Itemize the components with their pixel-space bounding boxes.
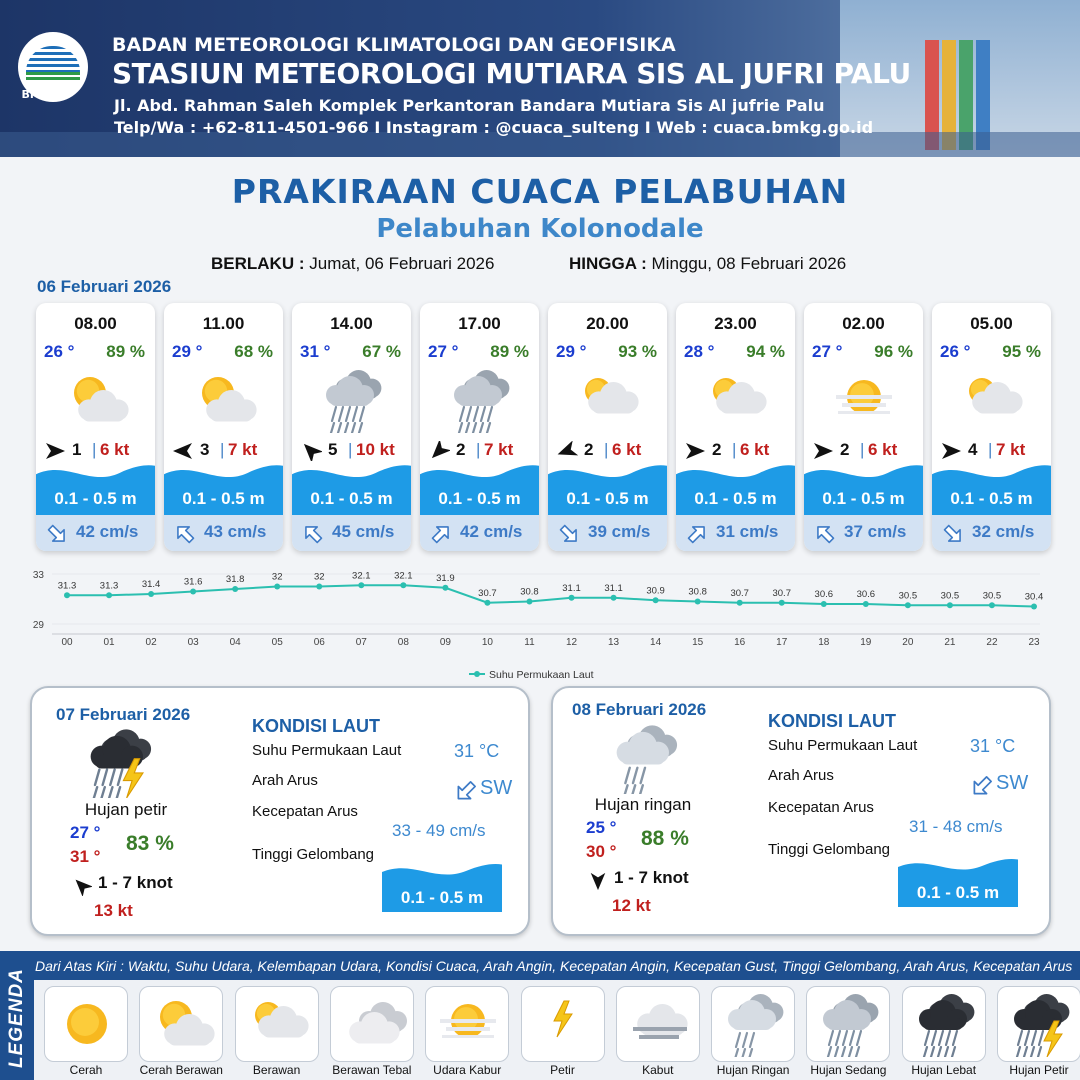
current-speed-value: 33 - 49 cm/s [392, 821, 486, 840]
chart-x-tick: 05 [271, 637, 283, 648]
sst-data-label: 30.7 [772, 587, 791, 599]
sst-point [695, 599, 701, 605]
legend-item-label: Hujan Sedang [810, 1063, 887, 1077]
sst-data-label: 30.5 [982, 590, 1002, 602]
wind-separator: | [348, 440, 353, 459]
air-temperature: 27 ° [812, 342, 843, 361]
forecast-time: 11.00 [202, 314, 245, 333]
sst-point [232, 586, 238, 592]
gust-speed: 6 kt [740, 440, 770, 459]
port-name: Pelabuhan Kolonodale [376, 214, 704, 244]
day1-date: 06 Februari 2026 [37, 277, 172, 296]
wind-direction-icon [44, 441, 66, 461]
current-direction-icon [300, 521, 326, 547]
sst-data-label: 30.7 [478, 587, 497, 599]
wind-row [676, 440, 795, 462]
petir-icon [528, 991, 600, 1057]
wind-row [804, 440, 923, 462]
berawan-icon [572, 367, 644, 433]
station-name: STASIUN METEOROLOGI MUTIARA SIS AL JUFRI PALU [112, 57, 911, 90]
valid-from [211, 254, 494, 274]
wind-speed: 2 [712, 440, 722, 459]
daily-wind: 1 - 7 knot [614, 868, 689, 887]
hujan-sedang-icon [813, 991, 885, 1057]
chart-legend-label: Suhu Permukaan Laut [489, 669, 594, 681]
wave-height: 0.1 - 0.5 m [566, 489, 649, 508]
current-row [676, 515, 795, 551]
humidity: 96 % [874, 342, 913, 361]
hujan-ringan-icon [604, 722, 686, 794]
forecast-time: 14.00 [330, 314, 373, 333]
chart-x-tick: 04 [229, 637, 241, 648]
header-banner [0, 0, 1080, 157]
sst-point [863, 601, 869, 607]
sst-label: Suhu Permukaan Laut [768, 737, 918, 754]
wave-height-value: 0.1 - 0.5 m [916, 883, 1000, 902]
humidity: 95 % [1002, 342, 1041, 361]
forecast-time: 20.00 [586, 314, 629, 333]
daily-temp-min: 27 ° [70, 823, 101, 842]
legend-item [330, 986, 414, 1062]
legend-item [235, 986, 319, 1062]
forecast-card [164, 303, 283, 551]
gust-speed: 7 kt [484, 440, 514, 459]
chart-x-tick: 09 [439, 637, 451, 648]
sst-point [569, 595, 575, 601]
gust-speed: 10 kt [356, 440, 395, 459]
sst-point [947, 602, 953, 608]
current-speed: 42 cm/s [460, 522, 523, 541]
sst-data-label: 32.1 [352, 570, 371, 582]
hujan-ringan-icon [718, 991, 790, 1057]
sst-data-label: 31.3 [99, 580, 119, 592]
current-direction-icon [812, 521, 838, 547]
sst-point [526, 599, 532, 605]
humidity: 68 % [234, 342, 273, 361]
wind-separator: | [604, 440, 609, 459]
chart-x-tick: 02 [145, 637, 157, 648]
sst-point [989, 602, 995, 608]
sst-point [737, 600, 743, 606]
station-address: Jl. Abd. Rahman Saleh Komplek Perkantoran Bandara Mutiara Sis Al jufrie Palu [114, 96, 825, 115]
current-speed-label: Kecepatan Arus [768, 799, 874, 816]
current-row [36, 515, 155, 551]
current-speed: 37 cm/s [844, 522, 907, 541]
wind-direction-icon [300, 441, 322, 461]
chart-x-tick: 18 [818, 637, 830, 648]
legend-item-label: Cerah Berawan [139, 1063, 223, 1077]
wind-row [292, 440, 411, 462]
legend-marker [474, 671, 480, 677]
forecast-time: 05.00 [970, 314, 1013, 333]
legend-item-label: Berawan Tebal [332, 1063, 412, 1077]
legend-item-label: Udara Kabur [433, 1063, 502, 1077]
chart-y-tick: 29 [32, 620, 44, 631]
sst-data-label: 31.6 [183, 576, 203, 588]
daily-temp-min: 25 ° [586, 818, 617, 837]
logo-text: BMKG [21, 88, 59, 101]
chart-x-tick: 19 [860, 637, 872, 648]
humidity: 93 % [618, 342, 657, 361]
current-direction-icon [428, 521, 454, 547]
cerah-berawan-icon [60, 367, 132, 433]
sst-data-label: 30.7 [730, 587, 749, 599]
sst-data-label: 32.1 [394, 570, 413, 582]
current-direction-value: SW [996, 772, 1029, 794]
sst-point [484, 600, 490, 606]
forecast-card [36, 303, 155, 551]
air-temperature: 26 ° [44, 342, 75, 361]
gust-speed: 6 kt [612, 440, 642, 459]
sst-point [400, 582, 406, 588]
hujan-petir-icon [78, 726, 160, 798]
sst-data-label: 31.8 [225, 574, 245, 585]
sst-point [190, 589, 196, 595]
current-direction-icon [452, 777, 480, 805]
wind-speed: 2 [584, 440, 594, 459]
hujan-sedang-icon [316, 367, 388, 433]
legend-item [521, 986, 605, 1062]
sst-data-label: 31.1 [562, 582, 581, 594]
humidity: 67 % [362, 342, 401, 361]
berawan-icon [242, 991, 314, 1057]
legend-item-label: Hujan Lebat [911, 1063, 977, 1077]
chart-x-tick: 06 [313, 637, 325, 648]
kabut-icon [623, 991, 695, 1057]
valid-to-label: HINGGA : [569, 254, 647, 273]
legend-item-label: Berawan [252, 1063, 301, 1077]
sst-point [316, 584, 322, 590]
chart-x-tick: 03 [187, 637, 199, 648]
udara-kabur-icon [432, 991, 504, 1057]
sst-data-label: 31.4 [141, 579, 161, 590]
wind-row [164, 440, 283, 462]
sst-chart [28, 562, 1052, 692]
current-speed-value: 31 - 48 cm/s [909, 817, 1003, 836]
sst-point [148, 591, 154, 597]
forecast-card [676, 303, 795, 551]
chart-x-tick: 14 [650, 637, 662, 648]
sst-data-label: 30.5 [940, 590, 960, 602]
hujan-sedang-icon [444, 367, 516, 433]
wind-direction-icon [556, 441, 578, 461]
air-temperature: 27 ° [428, 342, 459, 361]
sst-value: 31 °C [970, 736, 1016, 756]
sst-data-label: 30.6 [856, 589, 876, 600]
sst-data-label: 31.9 [436, 572, 455, 584]
chart-x-tick: 22 [986, 637, 998, 648]
current-speed: 43 cm/s [204, 522, 267, 541]
wind-direction-icon [72, 876, 92, 896]
gust-speed: 7 kt [228, 440, 258, 459]
air-temperature: 28 ° [684, 342, 715, 361]
air-temperature: 29 ° [556, 342, 587, 361]
udara-kabur-icon [828, 367, 900, 433]
current-speed: 32 cm/s [972, 522, 1035, 541]
wind-speed: 4 [968, 440, 978, 459]
wind-speed: 5 [328, 440, 338, 459]
sst-data-label: 30.9 [646, 585, 665, 597]
sst-data-label: 30.8 [688, 586, 707, 598]
current-direction-label: Arah Arus [252, 772, 318, 789]
daily-wind: 1 - 7 knot [98, 873, 173, 892]
legend-title: LEGENDA [6, 968, 27, 1068]
chart-x-tick: 15 [692, 637, 704, 648]
humidity: 89 % [490, 342, 529, 361]
current-row [292, 515, 411, 551]
legend-item [425, 986, 509, 1062]
sea-condition-title: KONDISI LAUT [768, 711, 896, 731]
current-direction-icon [684, 521, 710, 547]
sst-point [442, 585, 448, 591]
forecast-time: 17.00 [458, 314, 501, 333]
hujan-lebat-icon [909, 991, 981, 1057]
forecast-time: 02.00 [842, 314, 885, 333]
wave-height: 0.1 - 0.5 m [438, 489, 521, 508]
current-speed: 39 cm/s [588, 522, 651, 541]
wave-height: 0.1 - 0.5 m [822, 489, 905, 508]
wind-speed: 2 [840, 440, 850, 459]
current-speed: 31 cm/s [716, 522, 779, 541]
legend-item-label: Hujan Ringan [716, 1063, 790, 1077]
wave-height-label: Tinggi Gelombang [768, 841, 891, 858]
sst-point [653, 597, 659, 603]
sst-point [106, 592, 112, 598]
wind-direction-icon [684, 441, 706, 461]
wind-speed: 2 [456, 440, 466, 459]
sst-point [358, 582, 364, 588]
sst-point [1031, 604, 1037, 610]
daily-gust: 12 kt [612, 896, 651, 915]
forecast-card [292, 303, 411, 551]
humidity: 89 % [106, 342, 145, 361]
sst-data-label: 30.4 [1024, 591, 1044, 603]
sst-label: Suhu Permukaan Laut [252, 742, 402, 759]
wave-height: 0.1 - 0.5 m [694, 489, 777, 508]
sea-condition-title: KONDISI LAUT [252, 716, 380, 736]
legend-item-label: Petir [550, 1063, 575, 1077]
valid-from-date: Jumat, 06 Februari 2026 [309, 254, 495, 273]
daily-gust: 13 kt [94, 901, 133, 920]
chart-x-tick: 07 [355, 637, 367, 648]
daily-humidity: 83 % [126, 832, 174, 855]
sst-data-label: 32 [313, 571, 325, 583]
forecast-time: 08.00 [74, 314, 117, 333]
forecast-card [804, 303, 923, 551]
gust-speed: 6 kt [868, 440, 898, 459]
chart-x-tick: 17 [776, 637, 788, 648]
chart-x-tick: 23 [1028, 637, 1040, 648]
wind-row [420, 440, 539, 462]
sst-data-label: 30.8 [520, 586, 539, 598]
legend-item [997, 986, 1080, 1062]
legend-item [902, 986, 986, 1062]
wind-separator: | [92, 440, 97, 459]
wind-separator: | [220, 440, 225, 459]
sst-data-label: 30.6 [814, 589, 834, 600]
chart-x-tick: 16 [734, 637, 746, 648]
current-row [804, 515, 923, 551]
sst-data-label: 32 [271, 571, 283, 583]
legend-item [711, 986, 795, 1062]
cerah-icon [51, 991, 123, 1057]
daily-humidity: 88 % [641, 827, 689, 850]
wind-row [932, 440, 1051, 462]
chart-x-tick: 01 [103, 637, 115, 648]
forecast-time: 23.00 [714, 314, 757, 333]
forecast-card [932, 303, 1051, 551]
chart-y-tick: 33 [32, 570, 44, 581]
gust-speed: 6 kt [100, 440, 130, 459]
cerah-berawan-icon [146, 991, 218, 1057]
daily-condition: Hujan ringan [594, 795, 692, 814]
current-row [164, 515, 283, 551]
wave-height-label: Tinggi Gelombang [252, 846, 375, 863]
berawan-icon [700, 367, 772, 433]
wind-direction-icon [172, 441, 194, 461]
current-direction-label: Arah Arus [768, 767, 834, 784]
daily-date: 08 Februari 2026 [572, 700, 707, 719]
legend-item-label: Cerah [69, 1063, 103, 1077]
page-title: PRAKIRAAN CUACA PELABUHAN [231, 172, 849, 211]
air-temperature: 31 ° [300, 342, 331, 361]
wind-speed: 1 [72, 440, 82, 459]
wind-speed: 3 [200, 440, 210, 459]
hujan-petir-icon [1004, 991, 1076, 1057]
chart-x-tick: 12 [565, 637, 578, 648]
air-temperature: 29 ° [172, 342, 203, 361]
wind-separator: | [988, 440, 993, 459]
valid-to-date: Minggu, 08 Februari 2026 [651, 254, 847, 273]
gust-speed: 7 kt [996, 440, 1026, 459]
legend-item [616, 986, 700, 1062]
chart-x-tick: 08 [397, 637, 409, 648]
wind-row [548, 440, 667, 462]
sst-value: 31 °C [454, 741, 500, 761]
valid-from-label: BERLAKU : [211, 254, 305, 273]
chart-x-tick: 20 [902, 637, 914, 648]
sst-point [611, 595, 617, 601]
legend-item-label: Hujan Petir [1009, 1063, 1069, 1077]
agency-name: BADAN METEOROLOGI KLIMATOLOGI DAN GEOFISIKA [112, 34, 676, 56]
wind-direction-icon [940, 441, 962, 461]
legend-item [44, 986, 128, 1062]
air-temperature: 26 ° [940, 342, 971, 361]
wave-height: 0.1 - 0.5 m [54, 489, 137, 508]
sst-data-label: 31.3 [57, 580, 77, 592]
legend-item [806, 986, 890, 1062]
wind-separator: | [732, 440, 737, 459]
sst-point [905, 602, 911, 608]
current-direction-icon [44, 521, 70, 547]
legend-description: Dari Atas Kiri : Waktu, Suhu Udara, Kelembapan Udara, Kondisi Cuaca, Arah Angin, Kecepatan Angin, Kecepatan Gust, Tinggi Gelombang, Arah Arus, Kecepatan Arus [35, 958, 1073, 974]
cerah-berawan-icon [188, 367, 260, 433]
chart-x-tick: 10 [481, 637, 493, 648]
daily-date: 07 Februari 2026 [56, 705, 191, 724]
sst-point [274, 584, 280, 590]
daily-temp-max: 30 ° [586, 842, 617, 861]
wind-row [36, 440, 155, 462]
forecast-card [548, 303, 667, 551]
current-direction-value: SW [480, 777, 513, 799]
sst-data-label: 31.1 [604, 582, 623, 594]
chart-x-tick: 11 [524, 637, 535, 648]
sst-point [821, 601, 827, 607]
wave-height-value: 0.1 - 0.5 m [400, 888, 484, 907]
current-direction-icon [172, 521, 198, 547]
wave-height: 0.1 - 0.5 m [310, 489, 393, 508]
legend-item [139, 986, 223, 1062]
station-contact: Telp/Wa : +62-811-4501-966 I Instagram : @cuaca_sulteng I Web : cuaca.bmkg.go.id [114, 118, 874, 137]
wind-direction-icon [812, 441, 834, 461]
wind-separator: | [476, 440, 481, 459]
forecast-card [420, 303, 539, 551]
wind-separator: | [860, 440, 865, 459]
chart-x-tick: 21 [944, 637, 956, 648]
daily-temp-max: 31 ° [70, 847, 101, 866]
legend-item-label: Kabut [642, 1063, 674, 1077]
wind-direction-icon [428, 441, 450, 461]
sst-point [64, 592, 70, 598]
current-row [932, 515, 1051, 551]
berawan-tebal-icon [337, 991, 409, 1057]
current-direction-icon [556, 521, 582, 547]
current-speed-label: Kecepatan Arus [252, 803, 358, 820]
humidity: 94 % [746, 342, 785, 361]
current-row [420, 515, 539, 551]
sst-data-label: 30.5 [898, 590, 918, 602]
current-speed: 42 cm/s [76, 522, 139, 541]
daily-condition: Hujan petir [84, 800, 168, 819]
wave-height: 0.1 - 0.5 m [182, 489, 265, 508]
current-direction-icon [968, 772, 996, 800]
wave-height: 0.1 - 0.5 m [950, 489, 1033, 508]
current-direction-icon [940, 521, 966, 547]
chart-x-tick: 00 [61, 637, 73, 648]
chart-x-tick: 13 [608, 637, 620, 648]
berawan-icon [956, 367, 1028, 433]
current-speed: 45 cm/s [332, 522, 395, 541]
valid-to [569, 254, 846, 274]
sst-point [779, 600, 785, 606]
wind-direction-icon [588, 871, 608, 891]
current-row [548, 515, 667, 551]
